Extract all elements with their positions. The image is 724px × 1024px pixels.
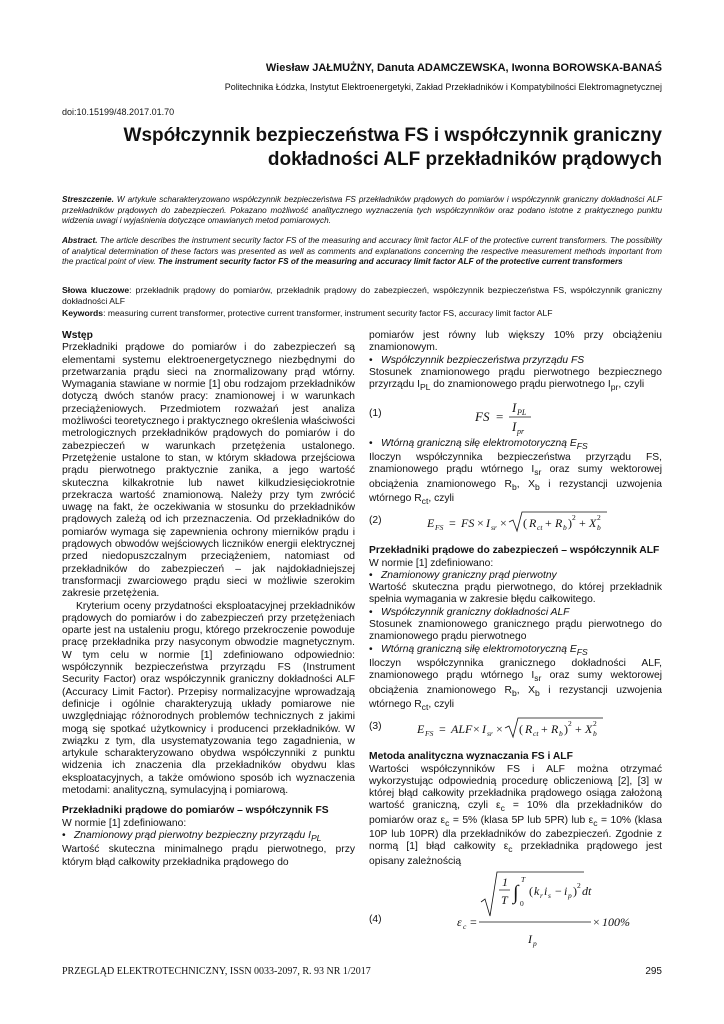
affiliation: Politechnika Łódzka, Instytut Elektroenergetyki, Zakład Przekładników i Kompatybilności Elektromagnetycznej xyxy=(224,82,662,92)
svg-text:=: = xyxy=(470,915,477,930)
svg-text:FS: FS xyxy=(461,516,475,531)
streszczenie-text: W artykule scharakteryzowano współczynnik bezpieczeństwa FS przekładników prądowych do pomiarów i współczynnik graniczny dokładności ALF przekładników prądowych do zabezpieczeń. Pokazano możliwość analitycznego wyznaczenia tych współczynników oraz podano istotne z praktycznego punktu widzenia uwagi i wyjaśnienia dotyczące omawianych metod pomiarowych. xyxy=(62,195,662,226)
svg-text:T: T xyxy=(521,875,526,885)
svg-text:): ) xyxy=(564,722,568,737)
bullet-item: • Wtórną graniczną siłę elektromotoryczną $E_{FS}$ xyxy=(369,644,662,658)
keywords-pl-text: : przekładnik prądowy do pomiarów, przekładnik prądowy do zabezpieczeń, współczynnik bezpieczeństwa FS, współczynnik graniczny dokładności ALF xyxy=(62,285,662,306)
svg-text:): ) xyxy=(573,884,577,899)
svg-text:i: i xyxy=(544,884,548,899)
svg-text:k: k xyxy=(534,884,540,899)
keywords-en-label: Keywords xyxy=(62,308,104,318)
equation-4 xyxy=(369,868,662,958)
svg-text:b: b xyxy=(593,729,597,739)
bullet-text: Znamionowy prąd pierwotny bezpieczny przyrządu I xyxy=(74,829,311,841)
equation-number: (3) xyxy=(369,721,382,733)
bullet-item xyxy=(62,830,355,844)
svg-text:+: + xyxy=(545,516,552,531)
paragraph: pomiarów jest równy lub większy 10% przy obciążeniu znamionowym. xyxy=(369,330,662,354)
equation-number: (4) xyxy=(369,914,382,926)
svg-text:FS: FS xyxy=(475,408,490,424)
svg-text:p: p xyxy=(568,891,572,901)
svg-text:FS: FS xyxy=(425,729,434,739)
page-number: 295 xyxy=(645,966,662,977)
title-line-2: dokładności ALF przekładników prądowych xyxy=(267,149,662,170)
equation-number: (1) xyxy=(369,407,382,419)
svg-text:p: p xyxy=(533,939,537,949)
svg-text:2: 2 xyxy=(572,513,576,523)
bullet-item: • Wtórną graniczną siłę elektromotoryczną $E_{FS}$ xyxy=(369,438,662,452)
svg-text:i: i xyxy=(564,884,568,899)
paragraph: Wartości współczynników FS i ALF można otrzymać wykorzystując odpowiednią procedurę obliczeniową [2], [3] w której błąd całkowity przekładnika prądowego osiąga założoną wartość graniczną, czyli $\varepsilon_c = 10\%$ dla przekładników do pomiarów oraz $\varepsilon_c = 5\%$ (klasa 5P lub 5PR) lub $\varepsilon_c = 10\%$ (klasa 10P lub 10PR) dla przekładników do zabezpieczeń. Zgodnie z normą [1] błąd całkowity $\varepsilon_c$ przekładnika prądowego jest opisany zależnością xyxy=(369,763,662,867)
paragraph: Iloczyn współczynnika granicznego dokładności ALF, znamionowego prądu wtórnego $I_{sr}$ oraz sumy wektorowej obciążenia znamionowego $R_b$, $X_b$ i rezystancji uzwojenia wtórnego $R_{ct}$, czyli xyxy=(369,657,663,712)
svg-text:I: I xyxy=(512,399,517,415)
svg-text:T: T xyxy=(501,893,508,908)
keywords-pl-label: Słowa kluczowe xyxy=(62,285,130,295)
equation-number: (2) xyxy=(369,515,382,527)
svg-text:∫: ∫ xyxy=(513,882,519,905)
svg-text:b: b xyxy=(559,729,563,739)
svg-text:+: + xyxy=(575,722,582,737)
svg-text:(: ( xyxy=(529,884,533,899)
right-column xyxy=(369,330,662,958)
svg-text:100%: 100% xyxy=(602,915,630,930)
svg-text:1: 1 xyxy=(502,875,508,890)
svg-text:PL: PL xyxy=(517,407,527,417)
abstract-title: The instrument security factor FS of the measuring and accuracy limit factor ALF of the protective current transformers xyxy=(158,257,623,267)
section-heading-measuring: Przekładniki prądowe do pomiarów – współczynnik FS xyxy=(62,805,329,817)
section-heading-method: Metoda analityczna wyznaczania FS i ALF xyxy=(369,751,573,763)
svg-text:2: 2 xyxy=(568,719,572,729)
svg-text:×: × xyxy=(473,722,480,737)
paragraph: Przekładniki prądowe do pomiarów i do zabezpieczeń są elementami systemu elektroenergetycznego niezbędnymi do przetwarzania prądu sieci na znormalizowany prąd wtórny. Wymagania stawiane w normie [1] obu rodzajom przekładników dotyczą dwóch stanów pracy: znamionowej i w warunkach przeciążeniowych. Przedmiotem rozważań jest analiza możliwości teoretycznego i praktycznego określenia właściwości metrologicznych przekładników prądowych do pomiarów i do zabezpieczeń w warunkach przetężenia ustalonego. Przetężenie ustalone to stan, w którym składowa przejściowa prądu pierwotnego praktycznie zanika, a jego wartość skuteczna kilkakrotnie lub nawet kilkudziesięciokrotnie przekracza wartość znamionową. Należy przy tym zwrócić uwagę na fakt, że oczekiwania w stosunku do przekładników prądowych zależą od ich przeznaczenia. Od przekładników do pomiarów wymaga się zapewnienia ochrony mierników prądu i prądowych obwodów wejściowych liczników energii elektrycznej przed niedopuszczalnym przeciążeniem, natomiast od przekładników do zabezpieczeń – jak najdokładniejszej transformacji zwarciowego prądu sieci w możliwie szerokim zakresie przetężenia. xyxy=(62,342,356,600)
equation-2-formula xyxy=(369,507,662,539)
svg-text:sr: sr xyxy=(491,523,497,533)
keywords-en-text: : measuring current transformer, protective current transformer, instrument security factor FS, accuracy limit factor ALF xyxy=(103,308,553,318)
equation-1-formula xyxy=(369,394,662,438)
journal-info: PRZEGLĄD ELEKTROTECHNICZNY, ISSN 0033-2097, R. 93 NR 1/2017 xyxy=(62,966,371,977)
svg-text:): ) xyxy=(568,516,572,531)
abstract-label: Abstract. xyxy=(62,236,98,245)
svg-text:I: I xyxy=(482,722,486,737)
svg-text:ct: ct xyxy=(533,729,539,739)
svg-text:R: R xyxy=(551,722,559,737)
bullet-item: • Współczynnik bezpieczeństwa przyrządu FS xyxy=(369,355,662,367)
svg-text:I: I xyxy=(486,516,490,531)
equation-2 xyxy=(369,507,662,539)
svg-text:×: × xyxy=(593,915,600,930)
doi[interactable]: doi:10.15199/48.2017.01.70 xyxy=(62,107,175,117)
svg-text:=: = xyxy=(449,516,456,531)
svg-text:X: X xyxy=(589,516,597,531)
equation-3 xyxy=(369,713,662,745)
svg-text:2: 2 xyxy=(597,513,601,523)
svg-text:−: − xyxy=(555,884,562,899)
svg-text:r: r xyxy=(540,891,543,901)
paragraph: Stosunek znamionowego granicznego prądu pierwotnego do znamionowego prądu pierwotnego xyxy=(369,618,662,643)
svg-text:+: + xyxy=(579,516,586,531)
svg-text:c: c xyxy=(463,922,467,932)
footer xyxy=(62,966,662,977)
svg-text:2: 2 xyxy=(593,719,597,729)
left-column xyxy=(62,330,355,869)
equation-1 xyxy=(369,394,662,438)
svg-text:R: R xyxy=(525,722,533,737)
paragraph: Wartość skuteczna prądu pierwotnego, do której przekładnik spełnia wymagania w zakresie błędu całkowitego. xyxy=(369,582,662,606)
paragraph: W normie [1] zdefiniowano: xyxy=(62,817,187,829)
svg-text:2: 2 xyxy=(577,881,581,891)
section-heading-protective: Przekładniki prądowe do zabezpieczeń – współczynnik ALF xyxy=(369,545,660,557)
streszczenie xyxy=(62,195,662,227)
paragraph: Wartość skuteczna minimalnego prądu pierwotnego, przy którym błąd całkowity przekładnika prądowego do xyxy=(62,844,355,868)
paragraph: Iloczyn współczynnika bezpieczeństwa przyrządu FS, znamionowego prądu wtórnego $I_{sr}$ oraz sumy wektorowej obciążenia znamionowego $R_b$, $X_b$ i rezystancji uzwojenia wtórnego $R_{ct}$, czyli xyxy=(369,451,663,506)
abstract xyxy=(62,236,662,268)
svg-text:pr: pr xyxy=(517,426,525,436)
bullet-item: • Znamionowy graniczny prąd pierwotny xyxy=(369,570,662,582)
svg-text:+: + xyxy=(541,722,548,737)
authors: Wiesław JAŁMUŻNY, Danuta ADAMCZEWSKA, Iwonna BOROWSKA-BANAŚ xyxy=(265,62,662,74)
keywords-pl xyxy=(62,285,662,307)
svg-text:b: b xyxy=(597,523,601,533)
svg-text:R: R xyxy=(555,516,563,531)
equation-3-formula xyxy=(369,713,662,745)
svg-text:ALF: ALF xyxy=(451,722,473,737)
svg-text:ε: ε xyxy=(457,915,462,930)
svg-text:=: = xyxy=(496,408,504,424)
svg-text:E: E xyxy=(427,516,435,531)
bullet-item: • Współczynnik graniczny dokładności ALF xyxy=(369,607,662,619)
section-heading-intro: Wstęp xyxy=(62,330,93,341)
svg-text:sr: sr xyxy=(487,729,493,739)
streszczenie-label: Streszczenie. xyxy=(62,195,114,204)
subscript: PL xyxy=(310,832,322,843)
svg-text:b: b xyxy=(563,523,567,533)
svg-text:s: s xyxy=(548,891,551,901)
svg-text:ct: ct xyxy=(537,523,543,533)
paragraph: Kryterium oceny przydatności eksploatacyjnej przekładników prądowych do pomiarów i do zabezpieczeń przy przetężeniach oparte jest na ustaleniu progu, którego przekroczenie powoduje pracę przekładnika przy nasyconym obwodzie magnetycznym. W tym celu w normie [1] zdefiniowano odpowiednio: współczynnik bezpieczeństwa przyrządu FS (Instrument Security Factor) oraz współczynnik graniczny dokładności ALF (Accuracy Limit Factor). Przepisy normalizacyjne wprowadzają definicje i ogólnie charakteryzują układy pomiarowe nie uwzględniając różnorodnych problemów technicznych z jakimi mogą się spotkać użytkownicy i producenci przekładników. W związku z tym, dla usystematyzowania tego zagadnienia, w artykule scharakteryzowano obydwa współczynniki z punktu widzenia ich znaczenia dla przekładników obydwu klas eksploatacyjnych, a także omówiono sposób ich wyznaczenia metodami: analityczną, symulacyjną i pomiarową. xyxy=(62,600,355,796)
paragraph: Stosunek znamionowego prądu pierwotnego bezpiecznego przyrządu $I_{PL}$ do znamionowego prądu pierwotnego $I_{pr}$, czyli xyxy=(369,366,662,393)
svg-text:dt: dt xyxy=(582,884,592,899)
svg-text:×: × xyxy=(477,516,484,531)
svg-text:X: X xyxy=(585,722,593,737)
svg-text:×: × xyxy=(496,722,503,737)
svg-text:(: ( xyxy=(519,722,523,737)
svg-text:R: R xyxy=(529,516,537,531)
paragraph: W normie [1] zdefiniowano: xyxy=(369,557,494,569)
abstract-text: The article describes the instrument security factor FS of the measuring and accuracy limit factor ALF of the protective current transformers. The possibility of analytical determination of these factors was presented as well as comments and explanations concerning the respective measurement methods important from the practical point of view. xyxy=(62,236,662,267)
svg-text:I: I xyxy=(512,418,517,434)
keywords-en xyxy=(62,308,662,319)
svg-text:×: × xyxy=(500,516,507,531)
svg-text:(: ( xyxy=(523,516,527,531)
page-title xyxy=(62,124,662,172)
svg-text:FS: FS xyxy=(435,523,444,533)
equation-4-formula xyxy=(369,868,662,958)
svg-text:E: E xyxy=(417,722,425,737)
title-line-1: Współczynnik bezpieczeństwa FS i współczynnik graniczny xyxy=(123,125,662,146)
svg-text:0: 0 xyxy=(520,899,524,909)
svg-text:I: I xyxy=(528,932,532,947)
svg-text:=: = xyxy=(439,722,446,737)
